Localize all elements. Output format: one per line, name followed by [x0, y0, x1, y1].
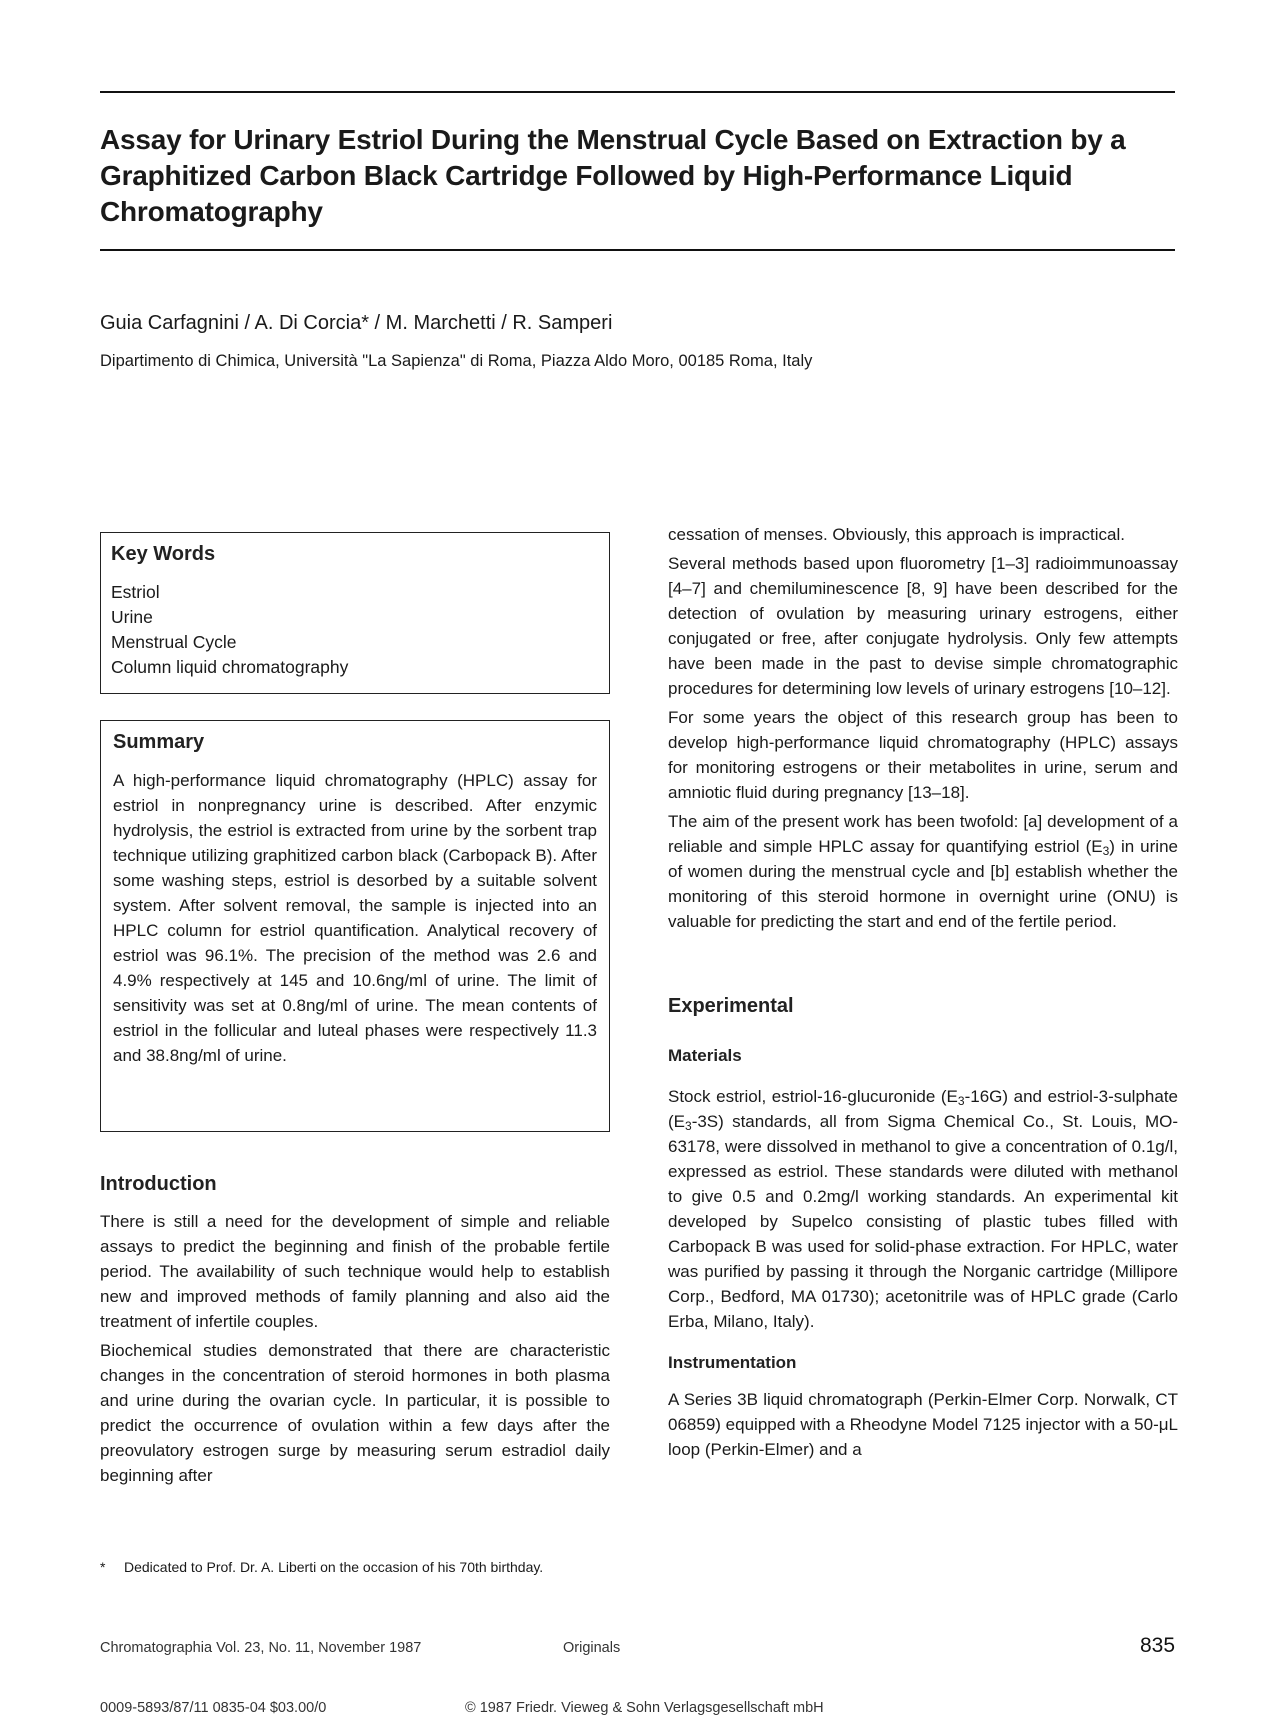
intro-p5-part-a: The aim of the present work has been twofold: [a] development of a reliable and simple HPLC assay for quantifying estriol (E — [668, 812, 1178, 856]
introduction-heading: Introduction — [100, 1173, 217, 1195]
authors: Guia Carfagnini / A. Di Corcia* / M. Marchetti / R. Samperi — [100, 312, 613, 334]
materials-part-a: Stock estriol, estriol-16-glucuronide (E — [668, 1087, 958, 1106]
top-rule — [100, 91, 1175, 93]
intro-paragraph-4: For some years the object of this research group has been to develop high-performance liquid chromatography (HPLC) assays for monitoring estrogens or their metabolites in urine, serum and amniotic fluid during pregnancy [13–18]. — [668, 708, 1178, 802]
key-words-box — [100, 532, 610, 694]
key-word-item: Urine — [111, 607, 153, 627]
title-rule — [100, 249, 1175, 251]
section-label: Originals — [563, 1640, 621, 1656]
summary-heading: Summary — [113, 731, 205, 753]
intro-p5-part-b: ) in urine of women during the menstrual cycle and [b] establish whether the monitoring of this steroid hormone in overnight urine (ONU) is valuable for predicting the start and end of the fertile period. — [668, 837, 1178, 931]
intro-paragraph-3: Several methods based upon fluorometry [1–3] radioimmunoassay [4–7] and chemiluminescence [8, 9] have been described for the detection of ovulation by measuring urinary estrogens, either conjugated or free, after conjugate hydrolysis. Only few attempts have been made in the past to devise simple chromatographic procedures for determining low levels of urinary estrogens [10–12]. — [668, 554, 1178, 698]
materials-part-c: -3S) standards, all from Sigma Chemical Co., St. Louis, MO-63178, were dissolved in methanol to give a concentration of 0.1g/l, expressed as estriol. These standards were diluted with methanol to give 0.5 and 0.2mg/l working standards. An experimental kit developed by Supelco consisting of plastic tubes filled with Carbopack B was used for solid-phase extraction. For HPLC, water was purified by passing it through the Norganic cartridge (Millipore Corp., Bedford, MA 01730); acetonitrile was of HPLC grade (Carlo Erba, Milano, Italy). — [668, 1112, 1178, 1331]
intro-paragraph-2-continued: cessation of menses. Obviously, this approach is impractical. — [668, 525, 1125, 544]
key-word-item: Column liquid chromatography — [111, 657, 349, 677]
summary-text: A high-performance liquid chromatography (HPLC) assay for estriol in nonpregnancy urine is described. After enzymic hydrolysis, the estriol is extracted from urine by the sorbent trap technique utilizing graphitized carbon black (Carbopack B). After some washing steps, estriol is desorbed by a suitable solvent system. After solvent removal, the sample is injected into an HPLC column for estriol quantification. Analytical recovery of estriol was 96.1%. The precision of the method was 2.6 and 4.9% respectively at 145 and 10.6ng/ml of urine. The limit of sensitivity was set at 0.8ng/ml of urine. The mean contents of estriol in the follicular and luteal phases were respectively 11.3 and 38.8ng/ml of urine. — [113, 771, 597, 1065]
footnote — [100, 1558, 610, 1577]
intro-paragraph-5 — [668, 809, 1178, 934]
journal-citation: Chromatographia Vol. 23, No. 11, November 1987 — [100, 1640, 422, 1656]
footnote-text: Dedicated to Prof. Dr. A. Liberti on the occasion of his 70th birthday. — [124, 1559, 544, 1575]
issn-line: 0009-5893/87/11 0835-04 $03.00/0 — [100, 1700, 327, 1716]
summary-box — [100, 720, 610, 1132]
intro-paragraph-2: Biochemical studies demonstrated that there are characteristic changes in the concentration of steroid hormones in both plasma and urine during the ovarian cycle. In particular, it is possible to predict the occurrence of ovulation within a few days after the preovulatory estrogen surge by measuring serum estradiol daily beginning after — [100, 1341, 610, 1485]
subscript: 3 — [957, 1094, 965, 1108]
materials-heading: Materials — [668, 1046, 742, 1065]
intro-paragraph-1: There is still a need for the development of simple and reliable assays to predict the beginning and finish of the probable fertile period. The availability of such technique would help to establish new and improved methods of family planning and also aid the treatment of infertile couples. — [100, 1212, 610, 1331]
page-number: 835 — [1140, 1634, 1176, 1657]
materials-part-b: -16G) and estriol-3-sulphate (E — [668, 1087, 1179, 1131]
affiliation: Dipartimento di Chimica, Università "La Sapienza" di Roma, Piazza Aldo Moro, 00185 Roma, Italy — [100, 352, 813, 370]
key-word-item: Menstrual Cycle — [111, 632, 237, 652]
footnote-marker: * — [100, 1559, 106, 1575]
key-word-item: Estriol — [111, 582, 160, 602]
instrumentation-heading: Instrumentation — [668, 1353, 797, 1372]
key-words-heading: Key Words — [111, 543, 216, 565]
right-column — [668, 522, 1178, 1466]
left-column — [100, 1172, 610, 1492]
paper-title: Assay for Urinary Estriol During the Menstrual Cycle Based on Extraction by a Graphitized Carbon Black Cartridge Followed by High-Performance Liquid Chromatography — [100, 124, 1126, 227]
experimental-heading: Experimental — [668, 995, 794, 1017]
copyright-line: © 1987 Friedr. Vieweg & Sohn Verlagsgesellschaft mbH — [465, 1700, 824, 1716]
subscript: 3 — [685, 1119, 692, 1133]
instrumentation-paragraph: A Series 3B liquid chromatograph (Perkin-Elmer Corp. Norwalk, CT 06859) equipped with a Rheodyne Model 7125 injector with a 50-μL loop (Perkin-Elmer) and a — [668, 1390, 1178, 1459]
materials-paragraph — [668, 1084, 1178, 1334]
subscript: 3 — [1102, 844, 1110, 858]
